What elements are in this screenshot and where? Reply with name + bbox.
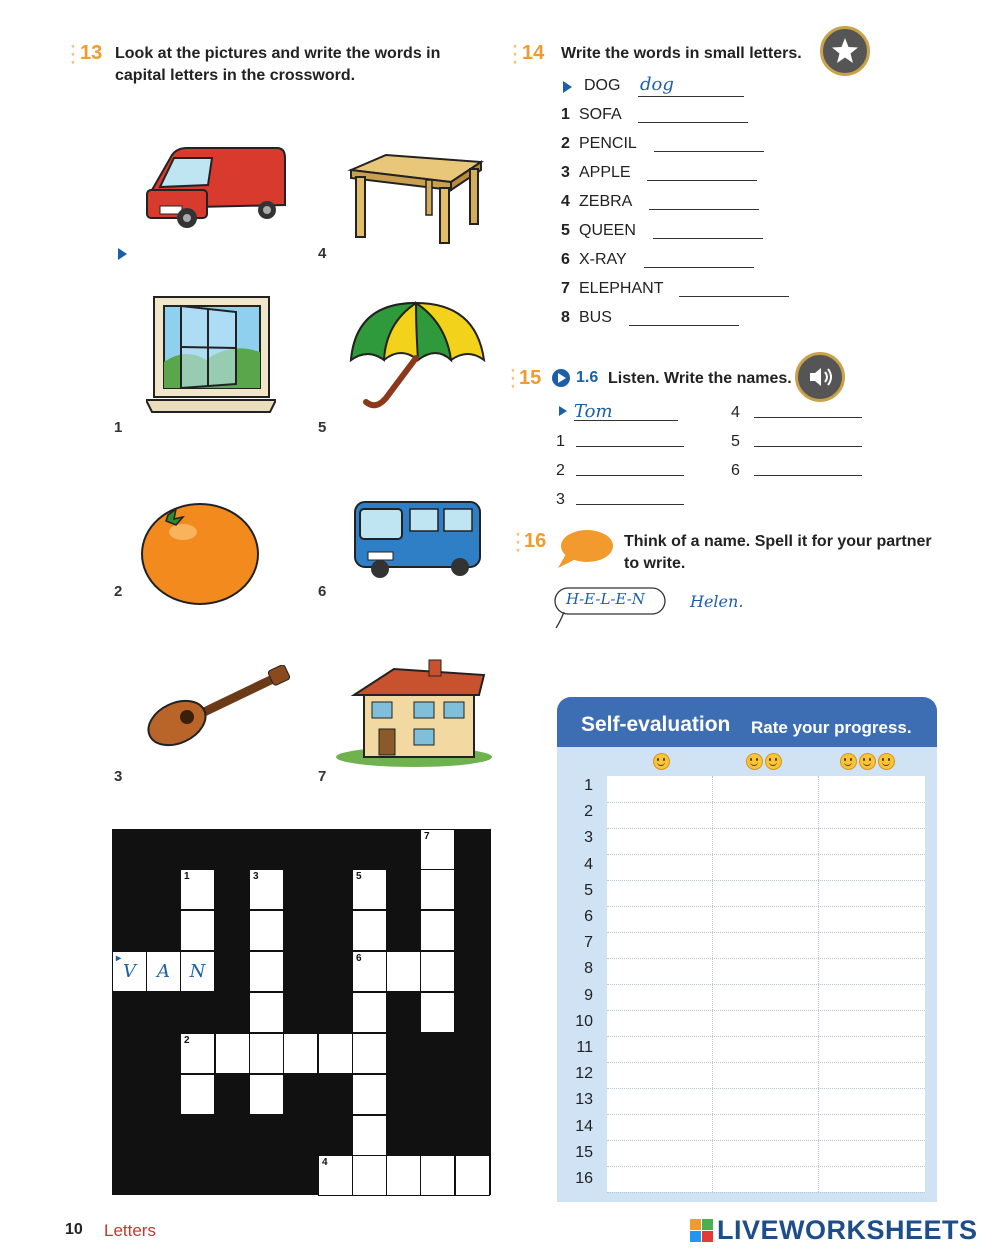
item-number: 6 [731,462,740,479]
clue-number: 4 [322,1157,328,1168]
self-evaluation-row-number: 14 [575,1117,593,1135]
self-evaluation-row[interactable] [607,1114,925,1141]
self-evaluation-table [607,776,925,1192]
audio-play-icon[interactable] [552,369,570,387]
clue-number: 3 [253,871,259,882]
self-evaluation-title: Self-evaluation [581,713,731,736]
exercise-15-instruction: Listen. Write the names. [608,370,792,387]
self-evaluation-row-number: 6 [584,908,593,925]
crossword-cell[interactable] [180,1074,215,1115]
self-evaluation-row-number: 5 [584,881,593,899]
self-evaluation-row[interactable] [607,1062,925,1089]
picture-label: 2 [114,583,123,600]
answer-line[interactable] [638,96,744,97]
item-number: 6 [561,251,570,268]
item-number: 2 [556,462,565,479]
van-picture [142,140,287,230]
page-number: 10 [65,1221,83,1238]
self-evaluation-row-number: 12 [575,1065,593,1083]
umbrella-picture [346,298,486,418]
crossword-cell[interactable] [352,1074,387,1115]
crossword-cell[interactable] [180,869,215,910]
self-evaluation-row[interactable] [607,880,925,907]
self-evaluation-row[interactable] [607,1140,925,1167]
crossword-cell[interactable] [215,1033,250,1074]
self-evaluation-row[interactable] [607,984,925,1011]
crossword-cell[interactable] [352,910,387,951]
clue-number: 6 [356,953,362,964]
crossword-grid [112,829,491,1195]
self-evaluation-row[interactable] [607,958,925,985]
item-word: X-RAY [579,251,627,268]
self-evaluation-subtitle: Rate your progress. [751,718,912,737]
self-evaluation-row-number: 2 [584,803,593,821]
crossword-letter: A [157,961,170,982]
item-word: APPLE [579,164,631,181]
example-arrow-icon [563,81,572,93]
difficulty-stars: * * * [516,531,520,557]
crossword-cell[interactable] [180,910,215,951]
word-item [561,280,663,298]
instruction-line: Think of a name. Spell it for your partner [624,533,932,550]
self-evaluation-row[interactable] [607,1036,925,1063]
self-evaluation-row-number: 1 [584,777,593,794]
crossword-cell[interactable] [249,869,284,910]
crossword-cell[interactable] [420,869,455,910]
item-word: PENCIL [579,135,637,152]
exercise-15-number: 15 [519,367,542,389]
answer-line[interactable] [629,325,739,326]
self-evaluation-row[interactable] [607,906,925,933]
crossword-cell[interactable] [352,951,387,992]
self-evaluation-row[interactable] [607,932,925,959]
item-number: 1 [556,433,565,450]
instruction-line: Look at the pictures and write the words in [115,45,441,62]
answer-line[interactable] [576,475,684,476]
item-number: 4 [731,404,740,421]
crossword-cell[interactable] [352,1115,387,1156]
crossword-cell[interactable] [420,910,455,951]
window-picture [146,292,276,417]
logo-icon [690,1219,714,1243]
speech-bubble-icon [556,528,614,570]
answer-line[interactable] [638,122,748,123]
instruction-line: capital letters in the crossword. [115,67,356,84]
bus-picture [350,497,485,582]
item-number: 3 [556,491,565,508]
self-evaluation-row-number: 16 [575,1170,593,1187]
crossword-cell[interactable] [318,1033,353,1074]
section-name: Letters [104,1221,156,1240]
picture-label: 1 [114,419,123,436]
crossword-letter: N [189,961,206,982]
crossword-cell[interactable] [352,1155,387,1196]
liveworksheets-logo[interactable] [690,1215,990,1245]
clue-number: 5 [356,871,362,882]
rating-three-smileys-icon [839,753,896,775]
item-number: 3 [561,164,570,181]
self-evaluation-row-number: 11 [576,1039,593,1056]
exercise-16-number: 16 [524,530,547,552]
self-evaluation-row-number: 9 [584,986,593,1004]
crossword-cell[interactable] [249,951,284,992]
clue-number: 1 [184,871,190,882]
clue-number: 7 [424,831,430,842]
word-item [561,106,622,124]
self-evaluation-row[interactable] [607,1088,925,1115]
item-word: ELEPHANT [579,280,664,297]
answer-line[interactable] [654,151,764,152]
crossword-cell[interactable] [352,1033,387,1074]
clue-number: 2 [184,1035,190,1046]
answer-line[interactable] [576,446,684,447]
crossword-cell[interactable] [420,951,455,992]
exercise-16-instruction [624,531,964,575]
self-evaluation-row[interactable] [607,828,925,855]
self-evaluation-row[interactable] [607,1166,925,1193]
crossword-cell[interactable] [420,829,455,870]
exercise-14-instruction: Write the words in small letters. [561,45,802,62]
word-item [561,251,627,269]
crossword-cell[interactable] [249,1033,284,1074]
spelling-bubble-text: H-E-L-E-N [566,590,645,608]
self-evaluation-row-number: 13 [575,1091,593,1109]
self-evaluation-row[interactable] [607,802,925,829]
logo-text: LIVEWORKSHEETS [717,1215,978,1245]
crossword-cell[interactable] [180,951,215,992]
picture-label: 3 [114,768,123,785]
self-evaluation-header [557,697,937,747]
crossword-cell[interactable] [249,910,284,951]
item-number: 7 [561,280,570,297]
rating-two-smileys-icon [745,753,783,775]
exercise-14-number: 14 [522,42,545,64]
answer-line[interactable] [754,446,862,447]
example-arrow-icon [559,406,567,416]
answer-line[interactable] [644,267,754,268]
self-evaluation-row[interactable] [607,776,925,803]
crossword-cell[interactable] [146,951,181,992]
crossword-cell[interactable] [283,1033,318,1074]
exercise-13-number: 13 [80,42,103,64]
crossword-cell[interactable] [420,1155,455,1196]
crossword-cell[interactable] [318,1155,353,1196]
example-answer: Helen. [690,592,744,611]
example-arrow-icon: ▸ [116,953,122,964]
difficulty-stars: * * * [511,367,515,393]
example-arrow-icon [118,248,127,260]
difficulty-stars: * * * [513,43,517,69]
item-word: SOFA [579,106,622,123]
example-answer: dog [640,74,674,95]
item-number: 4 [561,193,570,210]
crossword-letter: V [123,961,136,982]
picture-label: 5 [318,419,327,436]
word-item [561,164,631,182]
answer-line[interactable] [653,238,763,239]
orange-picture [138,497,263,607]
picture-label: 6 [318,583,327,600]
speaker-badge-icon[interactable] [795,352,845,402]
table-picture [346,150,486,245]
exercise-13-instruction [115,43,495,87]
ukulele-picture [142,665,292,750]
answer-line[interactable] [649,209,759,210]
self-evaluation-row-number: 4 [584,855,593,873]
star-badge-icon [820,26,870,76]
answer-line[interactable] [574,420,678,421]
item-number: 1 [561,106,570,123]
item-number: 8 [561,309,570,326]
example-answer: Tom [574,401,613,422]
self-evaluation-row-number: 7 [584,934,593,952]
word-item [561,309,612,327]
answer-line[interactable] [679,296,789,297]
self-evaluation-row-number: 10 [575,1012,593,1030]
item-word: QUEEN [579,222,636,239]
crossword-cell[interactable] [352,992,387,1033]
crossword-cell[interactable] [352,869,387,910]
item-number: 2 [561,135,570,152]
crossword-cell[interactable] [455,1155,490,1196]
answer-line[interactable] [576,504,684,505]
answer-line[interactable] [754,417,862,418]
instruction-line: to write. [624,555,686,572]
crossword-cell[interactable] [386,951,421,992]
self-evaluation-row[interactable] [607,854,925,881]
item-word: BUS [579,309,612,326]
difficulty-stars: * * * [71,43,75,69]
example-word: DOG [584,77,621,94]
word-item [561,135,637,153]
crossword-cell[interactable] [112,951,147,992]
crossword-cell[interactable] [420,992,455,1033]
track-number: 1.6 [576,369,599,386]
item-word: ZEBRA [579,193,633,210]
house-picture [334,657,494,767]
item-number: 5 [731,433,740,450]
crossword-cell[interactable] [386,1155,421,1196]
crossword-cell[interactable] [249,1074,284,1115]
picture-label: 7 [318,768,327,785]
item-number: 5 [561,222,570,239]
picture-label: 4 [318,245,327,262]
self-evaluation-panel [557,697,937,1202]
rating-one-smiley-icon [652,753,671,775]
answer-line[interactable] [754,475,862,476]
self-evaluation-row-number: 15 [575,1143,593,1161]
self-evaluation-row-number: 8 [584,960,593,978]
self-evaluation-row-number: 3 [584,829,593,847]
crossword-cell[interactable] [180,1033,215,1074]
word-item [561,222,636,240]
answer-line[interactable] [647,180,757,181]
word-item [561,193,632,211]
self-evaluation-row[interactable] [607,1010,925,1037]
crossword-cell[interactable] [249,992,284,1033]
